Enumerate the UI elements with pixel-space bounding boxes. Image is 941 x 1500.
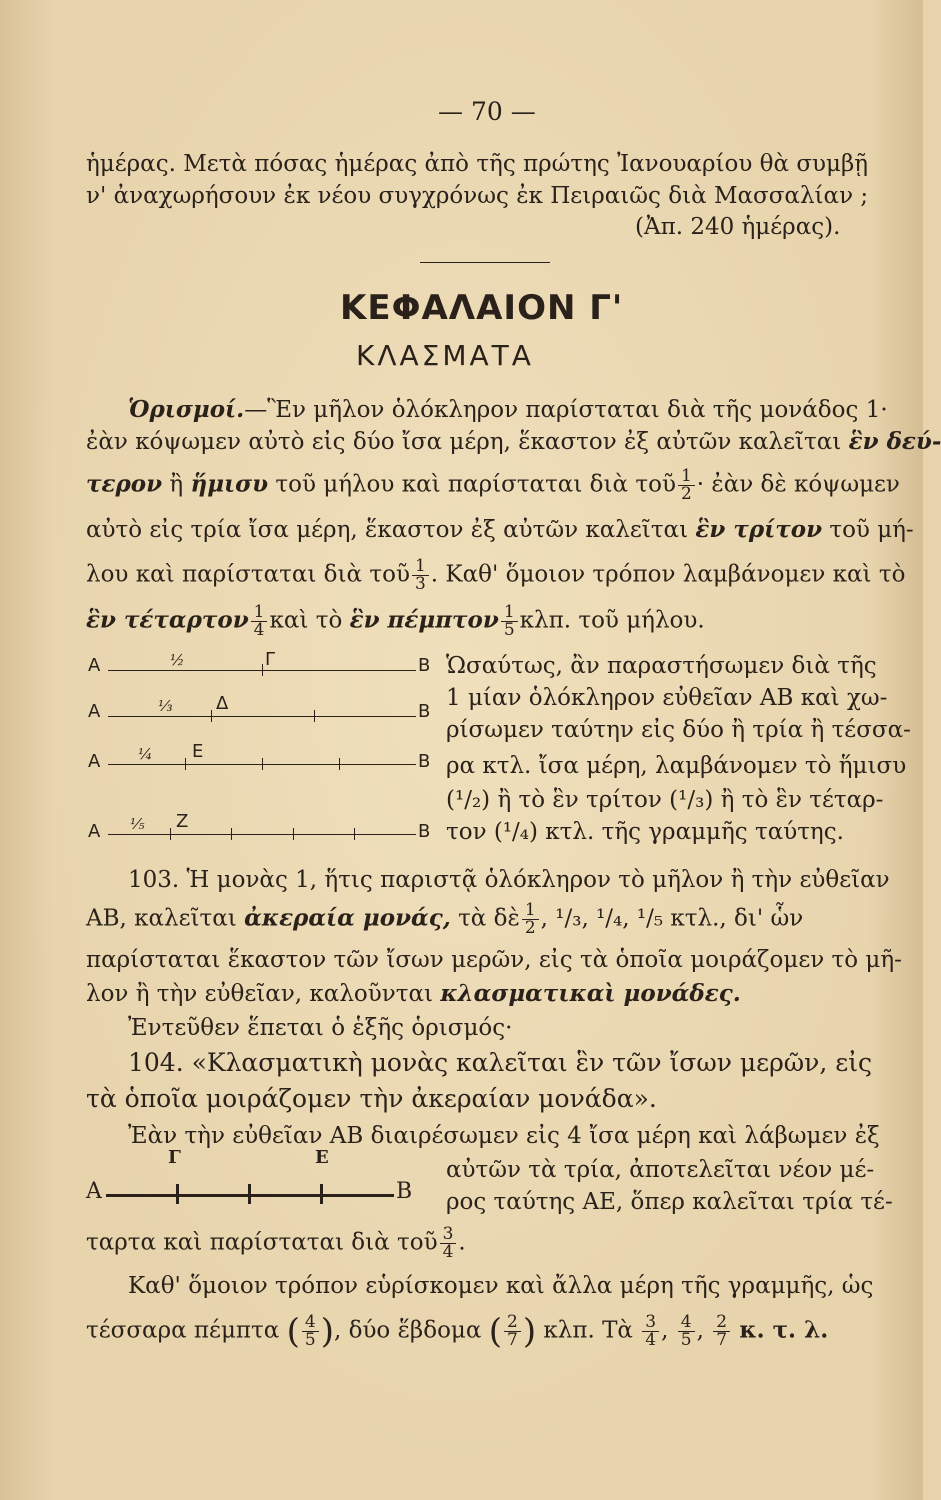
numerator: 1	[678, 468, 695, 486]
point-b-label: Β	[418, 701, 431, 722]
tick-mark	[211, 710, 212, 722]
text-span: τέσσαρα πέμπτα	[86, 1317, 280, 1344]
numerator: 2	[713, 1314, 730, 1332]
p104-line-3: Ἐὰν τὴν εὐθεῖαν ΑΒ διαιρέσωμεν εἰς 4 ἴσα μέρη καὶ λάβωμεν ἐξ	[128, 1123, 880, 1149]
fraction-one-half	[678, 468, 695, 503]
side-line-5: (¹/₂) ἢ τὸ ἓν τρίτον (¹/₃) ἢ τὸ ἓν τέταρ-	[446, 787, 884, 813]
numerator: 1	[522, 902, 539, 920]
point-b-label: Β	[418, 821, 431, 842]
tick-mark	[339, 758, 340, 770]
denominator: 7	[506, 1330, 518, 1350]
definitions-line-3	[86, 468, 900, 503]
text-span: κλπ. Τὰ	[543, 1317, 633, 1344]
point-a-label: Α	[88, 751, 101, 772]
fraction-two-sevenths	[713, 1314, 730, 1349]
tick-mark	[320, 1184, 323, 1204]
side-line-2: 1 μίαν ὁλόκληρον εὐθεῖαν ΑΒ καὶ χω-	[446, 685, 888, 711]
term-half: ἥμισυ	[190, 470, 269, 498]
fraction-one-half	[522, 902, 539, 937]
segment-fifths	[108, 834, 416, 835]
term-one-third: ἓν τρίτον	[695, 516, 823, 543]
intro-line-1: ἡμέρας. Μετὰ πόσας ἡμέρας ἀπὸ τῆς πρώτης Ἰανουαρίου θὰ συμβῇ	[86, 151, 869, 177]
p104-side-line-2: ρος ταύτης ΑΕ, ὅπερ καλεῖται τρία τέ-	[446, 1189, 893, 1215]
tick-mark	[293, 828, 294, 840]
p104-line-2: τὰ ὁποῖα μοιράζομεν τὴν ἀκεραίαν μονάδα».	[86, 1084, 657, 1113]
definitions-line-5	[86, 558, 905, 593]
tick-mark	[231, 828, 232, 840]
fraction-four-fifths	[678, 1314, 695, 1349]
p103-line-5: Ἐντεῦθεν ἕπεται ὁ ἑξῆς ὁρισμός·	[128, 1015, 513, 1041]
fraction-three-quarters	[642, 1314, 659, 1349]
p103-line-2	[86, 902, 803, 937]
p104-line-6	[86, 1226, 466, 1261]
fifth-label: ⅕	[130, 815, 145, 833]
numerator: 1	[251, 604, 268, 622]
text-span: αὐτὸ εἰς τρία ἴσα μέρη, ἕκαστον ἐξ αὐτῶν καλεῖται	[86, 517, 689, 543]
paren-open: (	[286, 1311, 300, 1352]
numerator: 1	[501, 604, 518, 622]
chapter-subtitle: ΚΛΑΣΜΑΤΑ	[356, 339, 534, 372]
tick-mark	[176, 1184, 179, 1204]
term-one-fifth: ἓν πέμπτον	[349, 606, 499, 634]
point-e-label: Ε	[192, 741, 204, 762]
tick-mark	[248, 1184, 251, 1204]
text-span: λον ἢ τὴν εὐθεῖαν, καλοῦνται	[86, 981, 433, 1007]
segment-thirds	[108, 716, 416, 717]
numerator: 3	[440, 1226, 457, 1244]
point-b-label: Β	[418, 655, 431, 676]
fraction-four-fifths	[302, 1314, 319, 1349]
denominator: 4	[253, 620, 265, 640]
term-one-quarter: ἓν τέταρτον	[86, 606, 249, 634]
text-span: ἢ	[169, 471, 184, 498]
tick-mark	[262, 758, 263, 770]
definitions-line-4	[86, 516, 914, 544]
point-g-label: Γ	[265, 649, 276, 670]
denominator: 2	[680, 484, 692, 504]
p104-line-7: Καθ' ὅμοιον τρόπον εὑρίσκομεν καὶ ἄλλα μέρη τῆς γραμμῆς, ὡς	[128, 1273, 874, 1299]
definitions-text: —Ἓν μῆλον ὁλόκληρον παρίσταται διὰ τῆς μονάδος 1·	[244, 397, 888, 423]
point-a-label: Α	[88, 821, 101, 842]
text-span: · ἐὰν δὲ κόψωμεν	[696, 471, 900, 498]
point-a-label: Α	[86, 1179, 102, 1204]
text-span: καὶ τὸ	[269, 607, 343, 634]
paren-open: (	[488, 1311, 502, 1352]
point-b-label: Β	[418, 751, 431, 772]
text-span: . Καθ' ὅμοιον τρόπον λαμβάνομεν καὶ τὸ	[430, 561, 906, 588]
text-span: ,	[661, 1317, 669, 1344]
chapter-title: ΚΕΦΑΛΑΙΟΝ Γ'	[340, 288, 624, 328]
text-span: τὰ δὲ	[458, 905, 520, 932]
numerator: 3	[642, 1314, 659, 1332]
definitions-line-6	[86, 604, 705, 639]
text-span: ,	[696, 1317, 704, 1344]
numerator: 4	[678, 1314, 695, 1332]
intro-line-2: ν' ἀναχωρήσουν ἐκ νέου συγχρόνως ἐκ Πειραιῶς διὰ Μασσαλίαν ;	[86, 183, 869, 209]
term-second: τερον	[86, 470, 163, 498]
text-span: .	[458, 1229, 466, 1256]
side-line-3: ρίσωμεν ταύτην εἰς δύο ἢ τρία ἢ τέσσα-	[446, 717, 911, 743]
side-line-6: τον (¹/₄) κτλ. τῆς γραμμῆς ταύτης.	[446, 819, 844, 845]
denominator: 2	[524, 918, 536, 938]
text-span: λου καὶ παρίσταται διὰ τοῦ	[86, 561, 410, 588]
intro-line-3: (Ἀπ. 240 ἡμέρας).	[635, 214, 841, 240]
p104-side-line-1: αὐτῶν τὰ τρία, ἀποτελεῖται νέον μέ-	[446, 1157, 875, 1183]
text-span: κλπ. τοῦ μήλου.	[519, 607, 705, 634]
term-one-half: ἓν δεύ-	[848, 428, 941, 455]
text-span: ἐὰν κόψωμεν αὐτὸ εἰς δύο ἴσα μέρη, ἕκαστον ἐξ αὐτῶν καλεῖται	[86, 429, 842, 455]
paren-close: )	[320, 1311, 334, 1352]
fraction-one-third	[412, 558, 429, 593]
point-d-label: Δ	[216, 693, 229, 714]
point-a-label: Α	[88, 701, 101, 722]
definitions-label: Ὁρισμοί.	[128, 396, 245, 423]
half-label: ½	[170, 651, 185, 669]
text-span: , ¹/₃, ¹/₄, ¹/₅ κτλ., δι' ὧν	[540, 905, 804, 932]
fraction-three-quarters	[440, 1226, 457, 1261]
definitions-line-2	[86, 428, 941, 456]
paren-close: )	[522, 1311, 537, 1352]
p103-line-4	[86, 980, 741, 1008]
fraction-one-quarter	[251, 604, 268, 639]
separator-rule	[420, 262, 550, 263]
definitions-line-1	[128, 396, 888, 424]
fraction-two-sevenths	[504, 1314, 521, 1349]
point-g-label: Γ	[168, 1147, 181, 1168]
point-a-label: Α	[88, 655, 101, 676]
denominator: 5	[503, 620, 515, 640]
denominator: 4	[442, 1242, 454, 1262]
tick-mark	[354, 828, 355, 840]
p104-line-8	[86, 1311, 829, 1352]
numerator: 4	[302, 1314, 319, 1332]
denominator: 5	[680, 1330, 692, 1350]
denominator: 7	[716, 1330, 728, 1350]
point-b-label: Β	[396, 1179, 413, 1204]
point-z-label: Ζ	[176, 811, 189, 832]
denominator: 5	[304, 1330, 316, 1350]
text-span: ταρτα καὶ παρίσταται διὰ τοῦ	[86, 1229, 438, 1256]
p103-line-1: 103. Ἡ μονὰς 1, ἥτις παριστᾷ ὁλόκληρον τὸ μῆλον ἢ τὴν εὐθεῖαν	[128, 867, 890, 893]
text-span: κ. τ. λ.	[739, 1316, 829, 1344]
side-line-1: Ὡσαύτως, ἂν παραστήσωμεν διὰ τῆς	[446, 653, 877, 679]
text-span: , δύο ἕβδομα	[333, 1317, 482, 1344]
tick-mark	[314, 710, 315, 722]
term-fractional-units: κλασματικαὶ μονάδες.	[440, 980, 741, 1007]
term-integer-unit: ἀκεραία μονάς,	[244, 904, 451, 932]
numerator: 1	[412, 558, 429, 576]
quarter-label: ¼	[138, 745, 153, 763]
denominator: 4	[645, 1330, 657, 1350]
side-line-4: ρα κτλ. ἴσα μέρη, λαμβάνομεν τὸ ἥμισυ	[446, 753, 907, 779]
tick-mark	[185, 758, 186, 770]
p104-line-1: 104. «Κλασματικὴ μονὰς καλεῖται ἓν τῶν ἴσων μερῶν, εἰς	[128, 1048, 873, 1077]
tick-mark	[262, 664, 263, 676]
text-span: τοῦ μήλου καὶ παρίσταται διὰ τοῦ	[275, 471, 676, 498]
page-number: — 70 —	[438, 97, 536, 126]
denominator: 3	[414, 574, 426, 594]
text-span: τοῦ μή-	[829, 517, 914, 543]
fraction-one-fifth	[501, 604, 518, 639]
p103-line-3: παρίσταται ἕκαστον τῶν ἴσων μερῶν, εἰς τὰ ὁποῖα μοιράζομεν τὸ μῆ-	[86, 947, 902, 973]
tick-mark	[170, 828, 171, 840]
text-span: ΑΒ, καλεῖται	[86, 905, 237, 932]
third-label: ⅓	[158, 697, 173, 715]
numerator: 2	[504, 1314, 521, 1332]
point-e-label: Ε	[315, 1147, 329, 1168]
